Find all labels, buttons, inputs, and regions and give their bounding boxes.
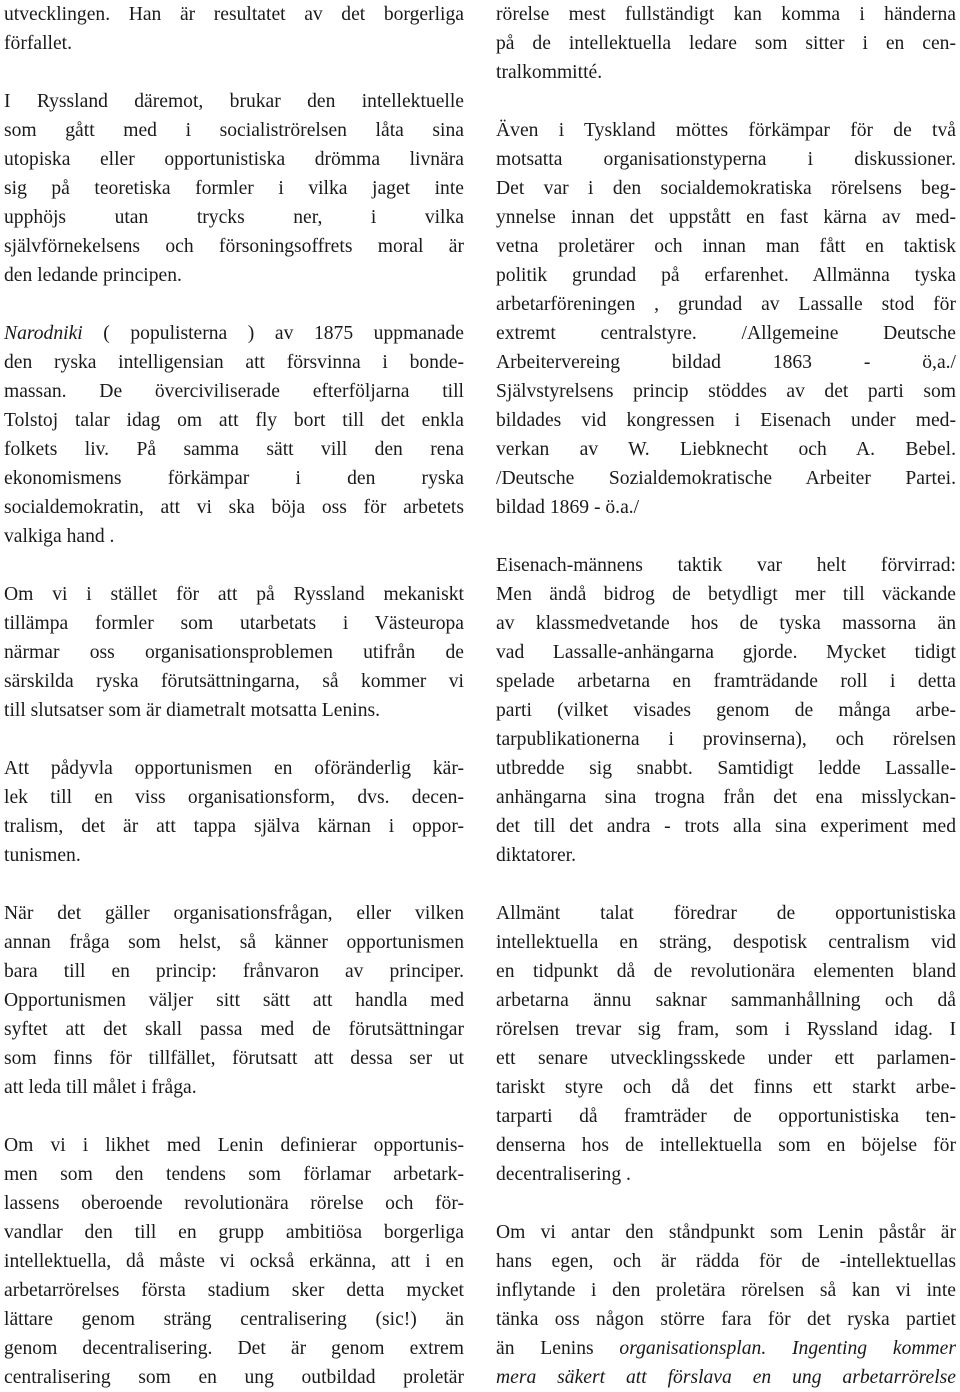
text-line [4,986,464,1015]
text-line [4,1218,464,1247]
paragraph [4,754,464,870]
text-line [4,609,464,638]
text-segment: till slutsatser som är diametralt motsatta Lenins. [4,700,381,721]
paragraph [496,116,956,522]
text-line [4,29,464,58]
text-segment: utvecklingen. Han är resultatet av det borgerliga [4,4,464,25]
text-segment: bildades vid kongressen i Eisenach under med- [496,410,956,431]
text-segment: decentralisering . [496,1164,631,1185]
text-line [496,261,956,290]
text-segment: intellektuella, då måste vi också erkänna, att i en [4,1251,464,1272]
italic-text: Narodniki [4,323,83,344]
text-line [496,841,956,870]
text-line [4,174,464,203]
text-line [4,348,464,377]
paragraph [4,899,464,1102]
paragraph-gap [496,870,956,899]
text-line [496,1015,956,1044]
paragraph-gap [496,522,956,551]
text-segment: en tidpunkt då de revolutionära elementen bland [496,961,956,982]
text-segment: denserna hos de intellektuella som en böjelse för [496,1135,956,1156]
text-line [496,319,956,348]
text-segment: centralisering som en ung outbildad proletär [4,1367,464,1388]
text-segment: bildad 1869 - ö.a./ [496,497,640,518]
text-segment: som finns för tillfället, förutsatt att dessa ser ut [4,1048,464,1069]
text-segment: ( populisterna ) av 1875 uppmanade [82,323,464,344]
text-line [4,1160,464,1189]
text-segment: på de intellektuella ledare som sitter i en cen- [496,33,956,54]
text-line [4,377,464,406]
text-line [496,609,956,638]
text-line [4,1305,464,1334]
text-segment: spelade arbetarna en framträdande roll i detta [496,671,956,692]
text-segment: utopiska eller opportunistiska drömma livnära [4,149,464,170]
text-line [4,638,464,667]
paragraph [4,1131,464,1392]
text-segment: Allmänt talat föredrar de opportunistiska [496,903,956,924]
text-line [4,667,464,696]
text-line [496,116,956,145]
text-line [4,1247,464,1276]
text-line [496,667,956,696]
text-segment: valkiga hand . [4,526,115,547]
paragraph [496,0,956,87]
text-segment: tunismen. [4,845,81,866]
text-segment: sig på teoretiska formler i vilka jaget inte [4,178,464,199]
text-line [496,783,956,812]
text-segment: Självstyrelsens princip stöddes av det parti som [496,381,956,402]
text-line [496,232,956,261]
text-line [4,580,464,609]
text-line [4,203,464,232]
text-line [496,1305,956,1334]
text-segment: tralkommitté. [496,62,603,83]
text-segment: vetna proletärer och innan man fått en taktisk [496,236,956,257]
italic-text: mera säkert att förslava en ung arbetarrörelse [496,1367,956,1388]
text-line [496,1044,956,1073]
text-line [496,638,956,667]
text-segment: lek till en viss organisationsform, dvs. decen- [4,787,464,808]
text-line [4,928,464,957]
text-segment: ett senare utvecklingsskede under ett parlamen- [496,1048,956,1069]
text-segment: Tolstoj talar idag om att fly bort till det enkla [4,410,464,431]
text-segment: men som den tendens som förlamar arbetark- [4,1164,464,1185]
text-line [4,696,464,725]
text-segment: Att pådyvla opportunismen en oföränderlig kär- [4,758,464,779]
text-segment: diktatorer. [496,845,576,866]
text-segment: Om vi i likhet med Lenin definierar opportunis- [4,1135,464,1156]
text-segment: Om vi i stället för att på Ryssland mekaniskt [4,584,464,605]
text-line [4,116,464,145]
text-segment: Även i Tyskland möttes förkämpar för de två [496,120,956,141]
text-line [4,1276,464,1305]
text-line [496,1131,956,1160]
text-segment: rörelse mest fullständigt kan komma i händerna [496,4,956,25]
text-line [496,957,956,986]
text-segment: massan. De överciviliserade efterföljarna till [4,381,464,402]
text-line [496,725,956,754]
text-line [496,754,956,783]
text-line [4,0,464,29]
text-segment: särskilda ryska förutsättningarna, så kommer vi [4,671,464,692]
text-segment: lassens oberoende revolutionära rörelse och för- [4,1193,464,1214]
paragraph [4,87,464,290]
paragraph [4,0,464,58]
text-line [496,986,956,1015]
text-segment: hans egen, och är rädda för de -intellektuellas [496,1251,956,1272]
text-line [4,232,464,261]
text-line [496,435,956,464]
text-line [4,406,464,435]
text-line [496,58,956,87]
text-line [496,928,956,957]
text-segment: Om vi antar den ståndpunkt som Lenin påstår är [496,1222,956,1243]
text-segment: extremt centralstyre. /Allgemeine Deutsche [496,323,956,344]
text-segment: parti (vilket visades genom de många arbe- [496,700,956,721]
right-column [496,0,956,1392]
paragraph [4,580,464,725]
text-line [4,464,464,493]
text-line [496,580,956,609]
text-line [496,377,956,406]
text-line [4,522,464,551]
text-segment: folkets liv. På samma sätt vill den rena [4,439,464,460]
text-line [4,261,464,290]
text-line [496,174,956,203]
text-segment: inflytande i den proletära rörelsen så kan vi inte [496,1280,956,1301]
text-segment: vad Lassalle-anhängarna gjorde. Mycket tidigt [496,642,956,663]
text-segment: tillämpa formler som utarbetats i Västeuropa [4,613,464,634]
text-line [496,1102,956,1131]
text-segment: Men ändå bidrog de betydligt mer till väckande [496,584,956,605]
text-line [4,1015,464,1044]
text-segment: intellektuella en sträng, despotisk centralism vid [496,932,956,953]
text-line [496,1160,956,1189]
text-segment: det till det andra - trots alla sina experiment med [496,816,956,837]
text-line [496,29,956,58]
text-line [4,1189,464,1218]
text-segment: ekonomismens förkämpar i den ryska [4,468,464,489]
text-segment: annan fråga som helst, så känner opportunismen [4,932,464,953]
text-segment: arbetarföreningen , grundad av Lassalle stod för [496,294,956,315]
paragraph-gap [4,290,464,319]
text-line [4,1334,464,1363]
text-line [496,0,956,29]
text-segment: närmar oss organisationsproblemen utifrån de [4,642,464,663]
paragraph-gap [496,1189,956,1218]
text-segment: socialdemokratin, att vi ska böja oss för arbetets [4,497,464,518]
text-line [4,812,464,841]
text-segment: den ryska intelligensian att försvinna i bonde- [4,352,464,373]
paragraph-gap [4,725,464,754]
paragraph-gap [496,87,956,116]
text-segment: av klassmedvetande hos de tyska massorna än [496,613,956,634]
text-line [4,87,464,116]
text-line [496,551,956,580]
text-line [496,812,956,841]
text-segment: genom decentralisering. Det är genom extrem [4,1338,464,1359]
text-segment: att leda till målet i fråga. [4,1077,197,1098]
text-line [4,1073,464,1102]
text-line [496,1363,956,1392]
text-line [4,1044,464,1073]
paragraph-gap [4,551,464,580]
text-line [496,464,956,493]
text-line [4,493,464,522]
text-line [4,1131,464,1160]
text-line [4,783,464,812]
paragraph-gap [4,870,464,899]
italic-text: organisationsplan. Ingenting kommer [619,1338,957,1359]
text-segment: förfallet. [4,33,72,54]
paragraph [496,1218,956,1392]
text-line [496,1334,956,1363]
text-line [496,145,956,174]
text-segment: arbetarna ännu saknar sammanhållning och då [496,990,956,1011]
text-line [4,145,464,174]
text-line [496,203,956,232]
text-segment: Arbeitervereing bildad 1863 - ö,a./ [496,352,956,373]
text-segment: I Ryssland däremot, brukar den intellektuelle [4,91,464,112]
text-segment: motsatta organisationstyperna i diskussioner. [496,149,956,170]
text-segment: upphöjs utan trycks ner, i vilka [4,207,464,228]
text-line [4,957,464,986]
text-segment: tralism, det är att tappa själva kärnan i oppor- [4,816,464,837]
text-segment: som gått med i socialiströrelsen låta sina [4,120,464,141]
paragraph-gap [4,1102,464,1131]
text-segment: Opportunismen väljer sitt sätt att handla med [4,990,464,1011]
paragraph [496,551,956,870]
text-segment: vandlar den till en grupp ambitiösa borgerliga [4,1222,464,1243]
text-segment: tarpublikationerna i provinserna), och rörelsen [496,729,956,750]
paragraph-gap [4,58,464,87]
text-segment: lättare genom sträng centralisering (sic!) än [4,1309,464,1330]
text-segment: ynnelse innan det uppstått en fast kärna av med- [496,207,956,228]
text-line [4,1363,464,1392]
text-line [496,290,956,319]
text-segment: Eisenach-männens taktik var helt förvirrad: [496,555,956,576]
text-line [4,841,464,870]
text-segment: När det gäller organisationsfrågan, eller vilken [4,903,464,924]
text-segment: verkan av W. Liebknecht och A. Bebel. [496,439,956,460]
paragraph [4,319,464,551]
text-segment: syftet att det skall passa med de förutsättningar [4,1019,464,1040]
text-segment: rörelsen trevar sig fram, som i Ryssland idag. I [496,1019,956,1040]
paragraph [496,899,956,1189]
text-line [496,696,956,725]
text-segment: /Deutsche Sozialdemokratische Arbeiter Partei. [496,468,956,489]
text-line [496,1247,956,1276]
text-line [4,754,464,783]
text-segment: politik grundad på erfarenhet. Allmänna tyska [496,265,956,286]
text-line [496,1276,956,1305]
text-line [4,435,464,464]
left-column [4,0,464,1392]
text-line [496,899,956,928]
text-line [496,406,956,435]
text-segment: självförnekelsens och försoningsoffrets moral är [4,236,464,257]
text-segment: tariskt styre och då det finns ett starkt arbe- [496,1077,956,1098]
text-line [496,1073,956,1102]
text-line [496,1218,956,1247]
text-line [496,493,956,522]
text-segment: tarparti då framträder de opportunistiska ten- [496,1106,956,1127]
text-segment: utbredde sig snabbt. Samtidigt ledde Lassalle- [496,758,956,779]
text-line [496,348,956,377]
text-line [4,319,464,348]
text-segment: än Lenins [496,1338,620,1359]
text-segment: bara till en princip: frånvaron av principer. [4,961,464,982]
text-segment: arbetarrörelses första stadium sker detta mycket [4,1280,464,1301]
text-segment: tänka oss någon större fara för det ryska partiet [496,1309,956,1330]
text-segment: den ledande principen. [4,265,182,286]
text-segment: Det var i den socialdemokratiska rörelsens beg- [496,178,956,199]
text-line [4,899,464,928]
text-segment: anhängarna sina trogna från det ena misslyckan- [496,787,956,808]
